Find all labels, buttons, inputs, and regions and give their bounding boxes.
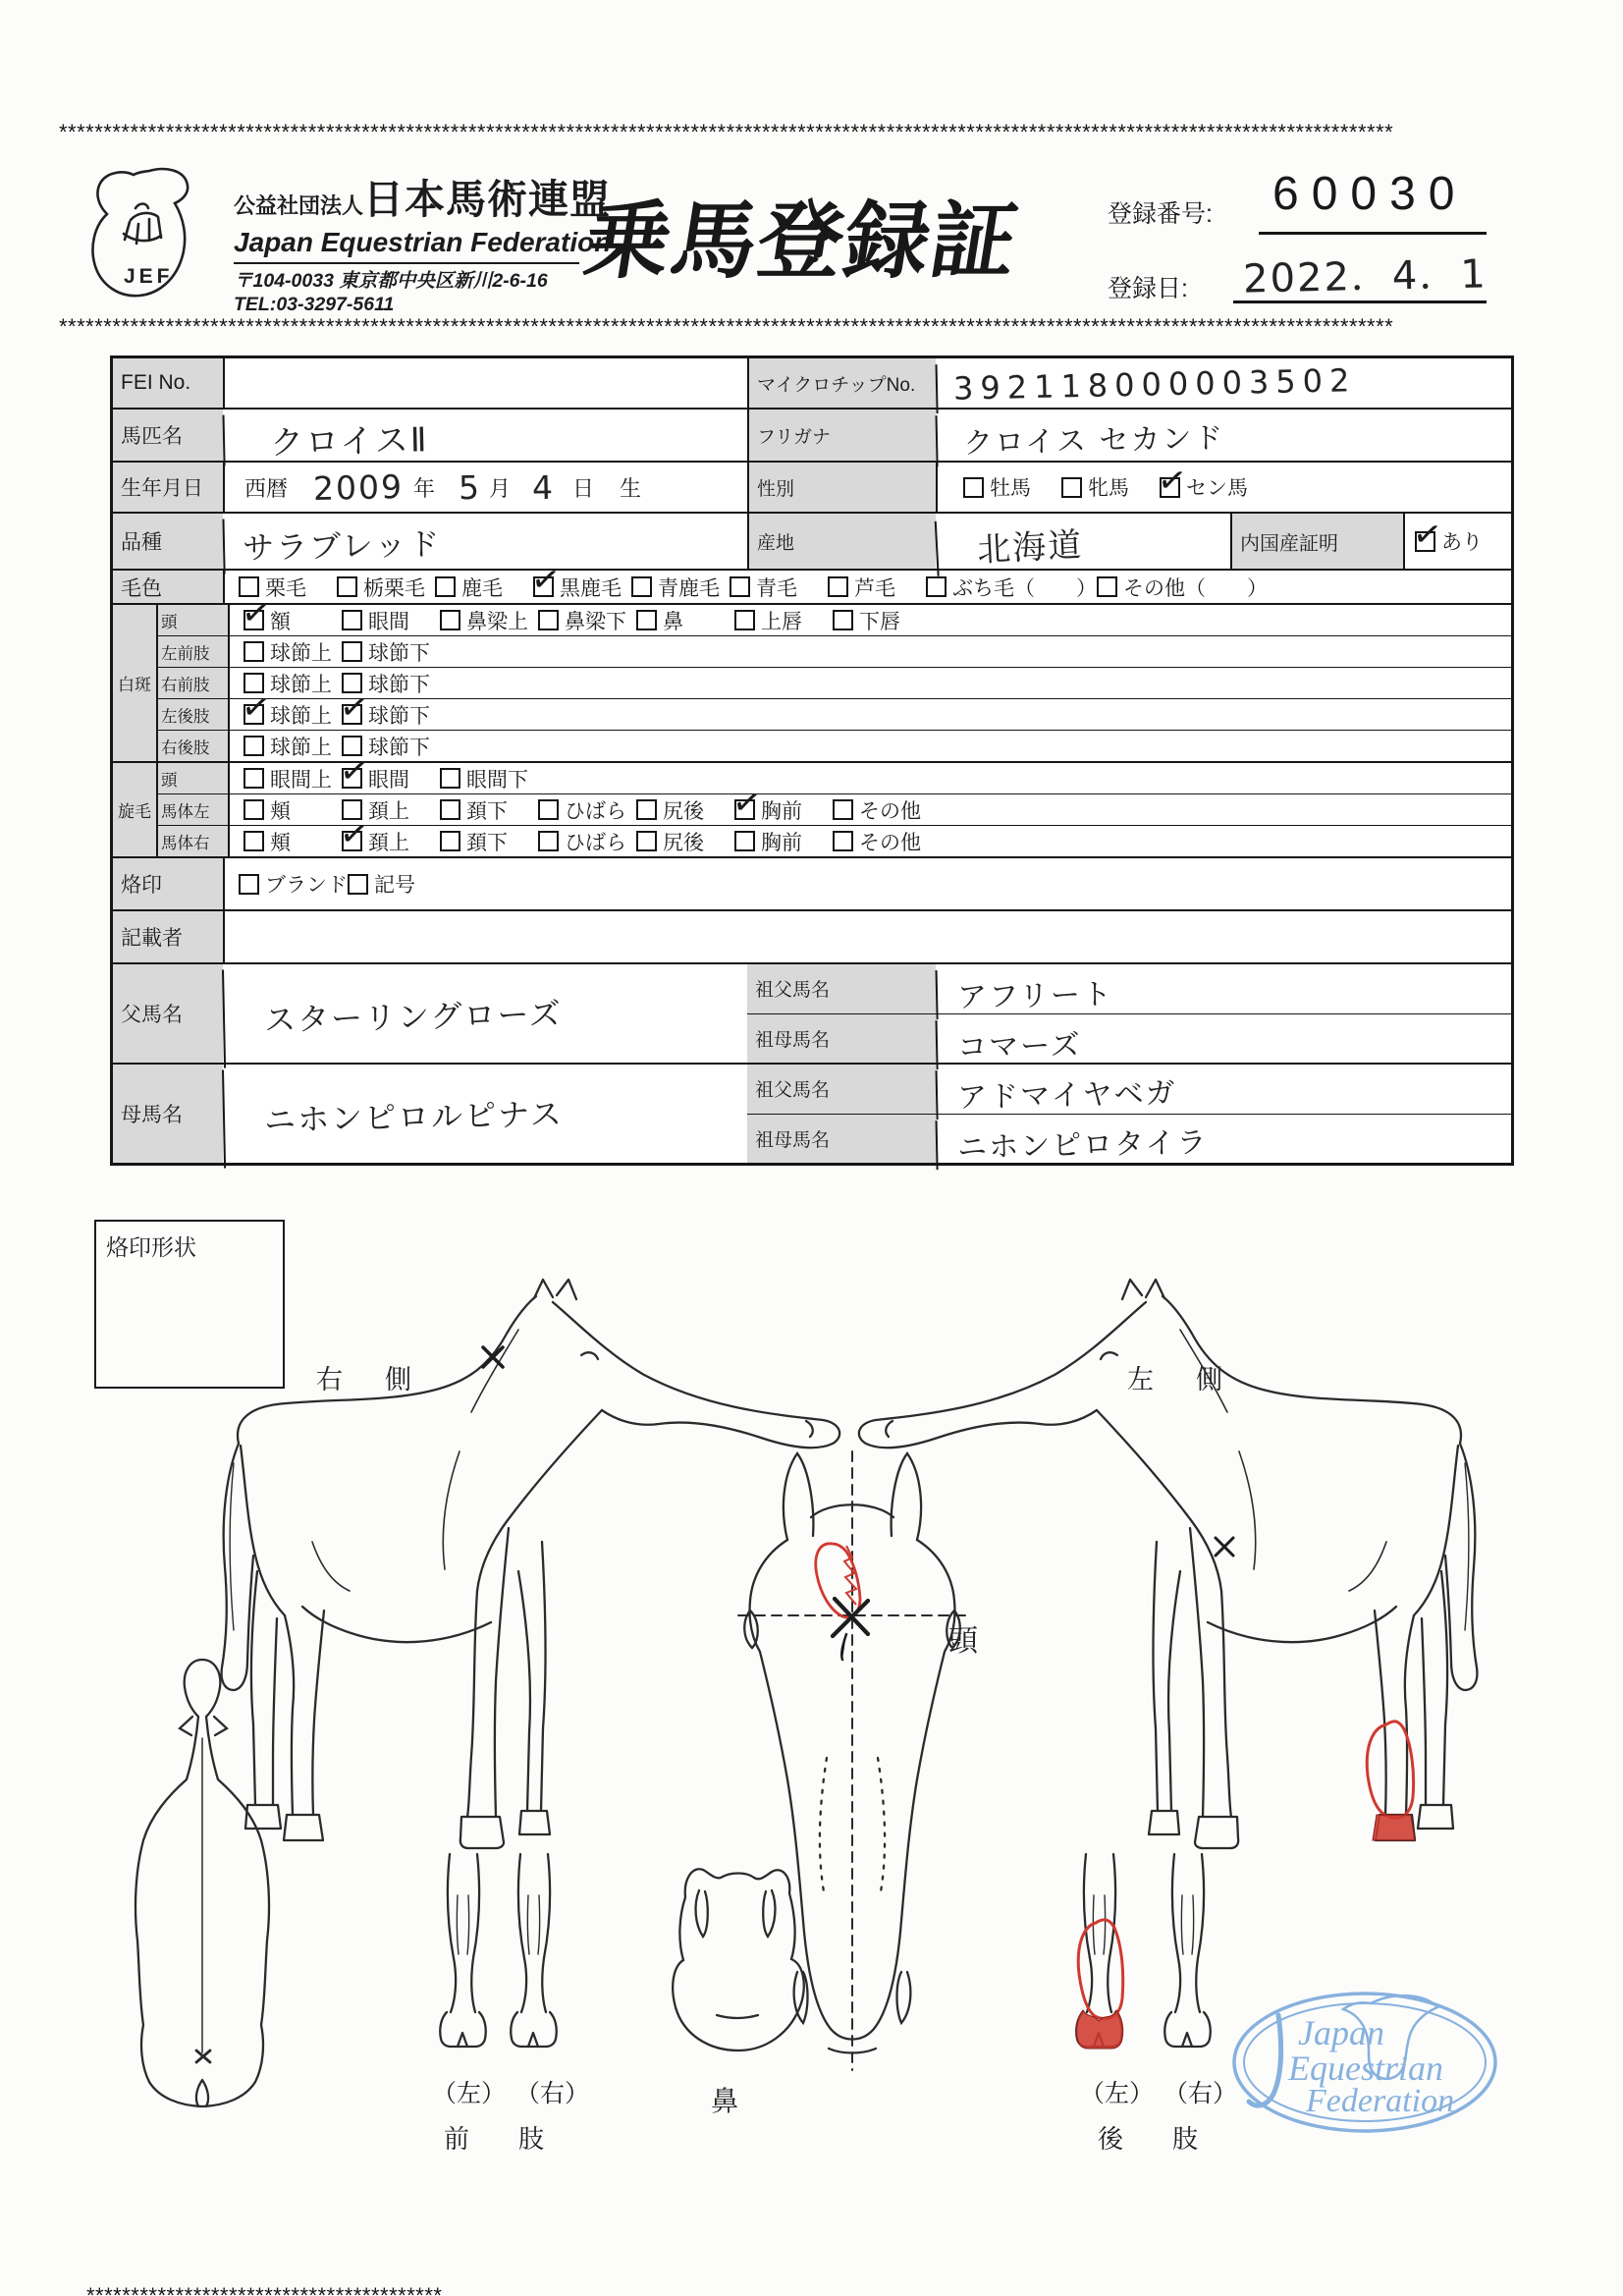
sub-label: 左後肢: [158, 699, 230, 730]
grand-dam-label: 祖母馬名: [747, 1014, 936, 1064]
checkbox[interactable]: [1061, 477, 1082, 498]
horse-name-label: 馬匹名: [113, 410, 223, 461]
white-mark-checkbox-option[interactable]: [342, 700, 440, 730]
sub-label: 頭: [158, 605, 230, 635]
checkbox[interactable]: [342, 610, 362, 630]
white-marks-group: [113, 603, 1511, 761]
registration-date-underline: [1233, 301, 1487, 303]
brand-label: 烙印: [113, 858, 223, 909]
white-marks-row-left-fore: [158, 635, 1511, 667]
sub-label: 右後肢: [158, 731, 230, 761]
dam-grand-dam-row: [747, 1114, 1511, 1164]
white-marks-head-options: [230, 605, 1511, 635]
grand-sire-label: 祖父馬名: [747, 1065, 936, 1114]
stamp-text-equestrian: Equestrian: [1288, 2049, 1443, 2088]
origin-label: 産地: [747, 514, 936, 569]
checkbox[interactable]: [243, 641, 264, 662]
whorl-x-left-chest: [1216, 1538, 1233, 1556]
white-marks-label: 白斑: [113, 605, 158, 761]
checkbox-label: 球節上: [270, 704, 332, 728]
sub-label: 頭: [158, 763, 230, 793]
checkbox-label: 芦毛: [854, 576, 895, 600]
checkbox-label: 牡馬: [990, 477, 1031, 500]
white-mark-checkbox-option[interactable]: [243, 606, 342, 635]
checkbox[interactable]: [533, 576, 554, 597]
fore-limb-label: 前 肢: [444, 2124, 557, 2154]
white-mark-checkbox-option[interactable]: [734, 606, 833, 635]
checkbox-label: 栃栗毛: [363, 576, 425, 600]
org-divider: [234, 262, 579, 264]
coat-checkbox-option[interactable]: [337, 573, 435, 602]
checkbox[interactable]: [440, 831, 460, 851]
whorl-x-forehead: [833, 1599, 868, 1660]
whorl-checkbox-option[interactable]: [636, 795, 734, 825]
microchip-value-field[interactable]: 392118000003502: [936, 353, 1512, 413]
row-dam: [113, 1063, 1511, 1163]
checkbox-label: 牝馬: [1088, 477, 1129, 500]
row-fei: [113, 358, 1511, 408]
org-block: [234, 167, 626, 317]
born-suffix: 生: [620, 475, 642, 501]
checkbox[interactable]: [1415, 531, 1435, 552]
brand-checkbox-option[interactable]: [348, 869, 446, 899]
checkbox-label: 鼻梁下: [565, 610, 626, 633]
whorls-label: 旋毛: [113, 763, 158, 856]
whorls-head-options: [230, 763, 1511, 793]
checkbox-label: 頚下: [466, 799, 508, 823]
white-mark-checkbox-option[interactable]: [243, 732, 342, 761]
checkbox-label: 頚下: [466, 831, 508, 854]
white-mark-checkbox-option[interactable]: [243, 700, 342, 730]
whorl-checkbox-option[interactable]: [538, 827, 636, 856]
whorl-checkbox-option[interactable]: [440, 764, 538, 793]
registration-date-label: 登録日:: [1108, 275, 1188, 302]
checkbox-label: 球節下: [368, 736, 430, 759]
month-unit: 月: [489, 475, 512, 501]
checkbox-label: 頬: [270, 831, 291, 854]
head-view-label: 頭: [948, 1625, 978, 1658]
checkbox-label: 頚上: [368, 831, 409, 854]
day-unit: 日: [572, 475, 595, 501]
checkbox-label: 青毛: [756, 576, 797, 600]
checkbox-label: 記号: [374, 874, 415, 897]
checkbox-label: 球節上: [270, 736, 332, 759]
star-marking-red: [816, 1544, 860, 1617]
white-marks-row-left-hind: [158, 698, 1511, 730]
whorls-row-head: [158, 763, 1511, 793]
whorl-x-right-neck: [483, 1347, 503, 1367]
checkbox-label: あり: [1441, 531, 1483, 554]
grand-sire-value-field[interactable]: アフリート: [936, 958, 1512, 1019]
checkbox[interactable]: [730, 576, 750, 597]
checkbox[interactable]: [348, 874, 368, 895]
horse-right-side-figure: [222, 1280, 840, 1848]
whorls-body-right-options: [230, 826, 1511, 856]
checkbox[interactable]: [963, 477, 984, 498]
white-mark-checkbox-option[interactable]: [440, 606, 538, 635]
coat-color-options: [223, 571, 1511, 603]
checkbox[interactable]: [243, 610, 264, 630]
coat-checkbox-option[interactable]: [828, 573, 926, 602]
white-marks-row-head: [158, 605, 1511, 635]
right-side-label: 右 側: [316, 1365, 419, 1394]
sire-value-field[interactable]: スターリングローズ: [222, 958, 748, 1067]
checkbox-label: 鼻梁上: [466, 610, 528, 633]
row-sire: [113, 962, 1511, 1063]
brand-options: [223, 858, 1511, 909]
whorl-checkbox-option[interactable]: [734, 795, 833, 825]
checkbox[interactable]: [1097, 576, 1117, 597]
birthdate-value-field[interactable]: [223, 463, 747, 512]
checkbox[interactable]: [734, 831, 755, 851]
checkbox[interactable]: [538, 831, 559, 851]
row-coat-color: [113, 569, 1511, 603]
checkbox-label: 胸前: [761, 799, 802, 823]
rider-figure: [124, 204, 161, 245]
checkbox[interactable]: [1160, 477, 1180, 498]
checkbox[interactable]: [631, 576, 652, 597]
dam-grand-sire-row: [747, 1065, 1511, 1114]
whorl-checkbox-option[interactable]: [342, 827, 440, 856]
jef-stamp: [1234, 1994, 1495, 2131]
whorl-checkbox-option[interactable]: [833, 795, 931, 825]
whorl-checkbox-option[interactable]: [440, 795, 538, 825]
birthdate-label: 生年月日: [113, 463, 223, 512]
checkbox[interactable]: [636, 831, 657, 851]
grand-dam-value-field[interactable]: コマーズ: [936, 1008, 1512, 1068]
sub-label: 馬体右: [158, 826, 230, 856]
grand-dam-label: 祖母馬名: [747, 1115, 936, 1164]
sub-label: 右前肢: [158, 668, 230, 698]
checkbox[interactable]: [538, 799, 559, 820]
checkbox[interactable]: [440, 799, 460, 820]
coat-checkbox-option[interactable]: [1097, 573, 1268, 602]
checkbox[interactable]: [243, 736, 264, 756]
checkbox[interactable]: [833, 610, 853, 630]
hind-limb-label: 後 肢: [1098, 2124, 1211, 2154]
sub-label: 左前肢: [158, 636, 230, 667]
registration-table: [110, 355, 1514, 1166]
grand-dam-value-field[interactable]: ニホンピロタイラ: [936, 1108, 1512, 1169]
white-mark-checkbox-option[interactable]: [833, 606, 931, 635]
org-name: 日本馬術連盟: [363, 177, 612, 222]
whorl-checkbox-option[interactable]: [440, 827, 538, 856]
horse-name-value-field[interactable]: クロイスⅡ: [223, 404, 748, 465]
hind-right-leg-figure: [1164, 1854, 1211, 2047]
checkbox-label: 鼻: [663, 610, 683, 633]
birth-day-value[interactable]: 4: [531, 467, 556, 507]
grand-sire-label: 祖父馬名: [747, 964, 936, 1013]
birth-year-value[interactable]: 2009: [312, 466, 405, 508]
row-breed-origin: [113, 512, 1511, 569]
dam-label: 母馬名: [113, 1065, 223, 1163]
checkbox[interactable]: [342, 641, 362, 662]
fore-left-leg-figure: [440, 1854, 486, 2047]
row-brand: [113, 856, 1511, 909]
whorl-checkbox-option[interactable]: [243, 795, 342, 825]
asterisk-divider-bottom: ****************************************: [86, 2283, 443, 2296]
checkbox-label: 額: [270, 610, 291, 633]
registration-number-underline: [1259, 232, 1487, 235]
sire-grand-dam-row: [747, 1013, 1511, 1064]
checkbox[interactable]: [926, 576, 947, 597]
coat-checkbox-option[interactable]: [533, 573, 631, 602]
checkbox[interactable]: [435, 576, 456, 597]
checkbox-label: 球節上: [270, 641, 332, 665]
checkbox[interactable]: [734, 610, 755, 630]
sire-label: 父馬名: [113, 964, 223, 1063]
domestic-checkbox-option[interactable]: [1415, 526, 1483, 556]
white-mark-red-left-hind-closeup: [1076, 1920, 1123, 2049]
horse-diagram-figures: [0, 1218, 1623, 2296]
checkbox[interactable]: [239, 874, 259, 895]
org-name-en: Japan Equestrian Federation: [234, 227, 612, 257]
checkbox-label: 球節上: [270, 673, 332, 696]
birth-month-value[interactable]: 5: [458, 467, 482, 507]
whorl-checkbox-option[interactable]: [243, 764, 342, 793]
breed-value-field[interactable]: サラブレッド: [222, 508, 747, 574]
whorl-checkbox-option[interactable]: [734, 827, 833, 856]
sex-checkbox-option[interactable]: [1160, 472, 1258, 502]
whorl-checkbox-option[interactable]: [833, 827, 931, 856]
whorl-checkbox-option[interactable]: [636, 827, 734, 856]
checkbox-label: 黒鹿毛: [560, 576, 622, 600]
fore-right-label: （右）: [515, 2080, 590, 2107]
checkbox-label: 眼間: [368, 610, 409, 633]
org-tel: TEL:03-3297-5611: [234, 294, 395, 316]
checkbox[interactable]: [636, 799, 657, 820]
checkbox-label: 眼間上: [270, 768, 332, 792]
checkbox[interactable]: [538, 610, 559, 630]
checkbox-label: 上唇: [761, 610, 802, 633]
era-text: 西暦: [244, 475, 289, 501]
checkbox-label: 眼間: [368, 768, 409, 792]
grand-sire-value-field[interactable]: アドマイヤベガ: [936, 1059, 1512, 1120]
row-horse-name: [113, 408, 1511, 464]
furigana-label: フリガナ: [747, 410, 936, 461]
org-prefix: 公益社団法人: [234, 193, 364, 218]
checkbox-label: 栗毛: [265, 576, 306, 600]
checkbox-label: その他: [859, 799, 921, 823]
fei-label: FEI No.: [113, 358, 223, 408]
checkbox[interactable]: [636, 610, 657, 630]
checkbox-label: ブランド: [265, 874, 348, 897]
stamp-text-federation: Federation: [1306, 2083, 1455, 2119]
sex-label: 性別: [747, 463, 936, 512]
checkbox-label: ひばら: [565, 831, 626, 854]
domestic-cert-options: [1403, 514, 1511, 569]
whorls-row-body-right: [158, 825, 1511, 856]
left-side-label: 左 側: [1127, 1365, 1230, 1394]
checkbox[interactable]: [440, 768, 460, 789]
checkbox-label: ひばら: [565, 799, 626, 823]
checkbox-label: 青鹿毛: [658, 576, 720, 600]
white-mark-checkbox-option[interactable]: [243, 637, 342, 667]
checkbox[interactable]: [243, 768, 264, 789]
domestic-cert-label: 内国産証明: [1230, 514, 1403, 569]
white-marks-right-hind-options: [230, 731, 1511, 761]
white-marks-right-fore-options: [230, 668, 1511, 698]
white-mark-checkbox-option[interactable]: [342, 606, 440, 635]
year-unit: 年: [413, 475, 436, 501]
checkbox[interactable]: [833, 831, 853, 851]
asterisk-divider-mid: ******************************************************************************************************************************************************: [59, 314, 1394, 339]
checkbox-label: 尻後: [663, 831, 704, 854]
checkbox[interactable]: [243, 799, 264, 820]
breed-label: 品種: [113, 514, 223, 569]
fore-left-label: （左）: [432, 2080, 507, 2107]
checkbox-label: 下唇: [859, 610, 900, 633]
checkbox-label: 尻後: [663, 799, 704, 823]
horse-nose-figure: [673, 1869, 804, 2050]
sire-grand-sire-row: [747, 964, 1511, 1013]
white-marks-left-hind-options: [230, 699, 1511, 730]
checkbox[interactable]: [440, 610, 460, 630]
microchip-label: マイクロチップNo.: [747, 358, 936, 408]
recorder-value-field[interactable]: [223, 911, 1511, 962]
checkbox[interactable]: [828, 576, 848, 597]
white-mark-checkbox-option[interactable]: [636, 606, 734, 635]
horse-top-view-figure: [135, 1660, 269, 2106]
checkbox-label: 胸前: [761, 831, 802, 854]
checkbox-label: 頚上: [368, 799, 409, 823]
checkbox[interactable]: [337, 576, 357, 597]
horse-head-front-figure: [738, 1451, 970, 2070]
origin-value-field[interactable]: 北海道: [935, 506, 1232, 576]
checkbox-label: 球節下: [368, 641, 430, 665]
white-mark-checkbox-option[interactable]: [538, 606, 636, 635]
sex-options: [936, 463, 1511, 512]
row-recorder: [113, 909, 1511, 962]
checkbox-label: セン馬: [1186, 477, 1248, 500]
whorl-checkbox-option[interactable]: [342, 764, 440, 793]
checkbox-label: 球節下: [368, 673, 430, 696]
checkbox[interactable]: [243, 704, 264, 725]
brand-shape-label: 烙印形状: [106, 1234, 196, 1260]
hind-left-label: （左）: [1080, 2080, 1155, 2107]
checkbox-label: 眼間下: [466, 768, 528, 792]
coat-checkbox-option[interactable]: [631, 573, 730, 602]
checkbox-label: ぶち毛（ ）: [952, 576, 1097, 600]
coat-checkbox-option[interactable]: [435, 573, 533, 602]
checkbox-label: その他: [859, 831, 921, 854]
white-marks-left-fore-options: [230, 636, 1511, 667]
asterisk-divider-top: ******************************************************************************************************************************************************: [59, 120, 1394, 144]
checkbox[interactable]: [833, 799, 853, 820]
checkbox[interactable]: [342, 768, 362, 789]
registration-number-value[interactable]: 60030: [1272, 168, 1468, 220]
sex-checkbox-option[interactable]: [1061, 472, 1160, 502]
whorls-body-left-options: [230, 794, 1511, 825]
checkbox-label: 球節下: [368, 704, 430, 728]
coat-checkbox-option[interactable]: [926, 573, 1097, 602]
checkbox-label: 鹿毛: [461, 576, 503, 600]
coat-color-label: 毛色: [113, 571, 223, 603]
row-birth-sex: [113, 461, 1511, 512]
dam-value-field[interactable]: ニホンピロルピナス: [222, 1059, 748, 1168]
whorl-checkbox-option[interactable]: [243, 827, 342, 856]
coat-checkbox-option[interactable]: [730, 573, 828, 602]
hind-right-label: （右）: [1163, 2080, 1238, 2107]
org-address: 〒104-0033 東京都中央区新川2-6-16: [234, 270, 548, 292]
horse-left-side-figure: [859, 1280, 1478, 1848]
stamp-text-japan: Japan: [1298, 2013, 1384, 2052]
sub-label: 馬体左: [158, 794, 230, 825]
checkbox-label: その他（ ）: [1123, 576, 1268, 600]
checkbox[interactable]: [734, 799, 755, 820]
jef-logo: [84, 163, 208, 305]
checkbox[interactable]: [342, 704, 362, 725]
recorder-label: 記載者: [113, 911, 223, 962]
nose-view-label: 鼻: [711, 2086, 739, 2116]
registration-number-label: 登録番号:: [1108, 200, 1213, 228]
white-mark-checkbox-option[interactable]: [342, 637, 440, 667]
brand-checkbox-option[interactable]: [239, 869, 348, 899]
whorls-group: [113, 761, 1511, 856]
registration-date-value[interactable]: 2022．4．1: [1242, 251, 1488, 302]
fore-right-leg-figure: [511, 1854, 557, 2047]
whorl-checkbox-option[interactable]: [538, 795, 636, 825]
fei-value-field[interactable]: [223, 358, 747, 408]
sex-checkbox-option[interactable]: [963, 472, 1061, 502]
checkbox-label: 頬: [270, 799, 291, 823]
jef-logo-text: JEF: [124, 265, 174, 288]
page-title: 乗馬登録証: [578, 194, 1026, 289]
checkbox[interactable]: [243, 831, 264, 851]
furigana-value-field[interactable]: クロイス セカンド: [936, 404, 1512, 466]
checkbox[interactable]: [342, 831, 362, 851]
